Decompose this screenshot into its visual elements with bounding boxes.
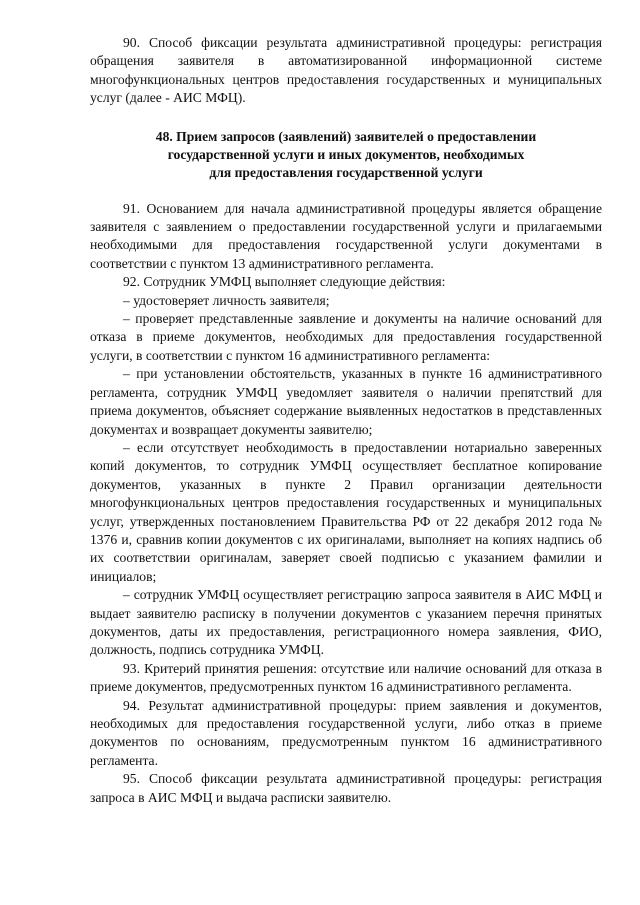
list-item-notify-obstacles: – при установлении обстоятельств, указанных в пункте 16 административного регламента, сотрудник УМФЦ уведомляет заявителя о наличии препятствий для приема документов, объясняет содержание выявленных недостатков в представленных документах и возвращает документы заявителю; [90, 366, 602, 437]
paragraph-91: 91. Основанием для начала административной процедуры является обращение заявителя с заявлением о предоставлении государственной услуги и прилагаемыми необходимыми для предоставления государственной услуги документами в соответствии с пунктом 13 административного регламента. [90, 200, 602, 271]
paragraph-94: 94. Результат административной процедуры: прием заявления и документов, необходимых для предоставления государственной услуги, либо отказ в приеме документов по основаниям, предусмотренным пунктом 16 административного регламента. [90, 697, 602, 768]
heading-line-1: 48. Прием запросов (заявлений) заявителей о предоставлении [155, 128, 537, 144]
list-item-register-request: – сотрудник УМФЦ осуществляет регистрацию запроса заявителя в АИС МФЦ и выдает заявителю расписку в получении документов с указанием перечня принятых документов, даты их предоставления, регистрационного номера заявления, ФИО, должность, подпись сотрудника УМФЦ. [90, 587, 602, 658]
section-heading-48 [90, 128, 602, 182]
paragraph-92: 92. Сотрудник УМФЦ выполняет следующие действия: [123, 274, 446, 290]
paragraph-95: 95. Способ фиксации результата административной процедуры: регистрация запроса в АИС МФЦ и выдача расписки заявителю. [90, 771, 602, 805]
list-item-copy-documents: – если отсутствует необходимость в предоставлении нотариально заверенных копий документов, то сотрудник УМФЦ осуществляет бесплатное копирование документов, указанных в пункте 2 Правил организации деятельности многофункциональных центров предоставления государственных и муниципальных услуг, утвержденных постановлением Правительства РФ от 22 декабря 2012 года № 1376 и, сравнив копии документов с их оригиналами, выполняет на копиях надпись об их соответствии оригиналам, заверяет своей подписью с указанием фамилии и инициалов; [90, 439, 602, 584]
heading-line-3: для предоставления государственной услуги [209, 164, 483, 180]
list-item-verify-identity: – удостоверяет личность заявителя; [123, 292, 330, 308]
paragraph-90: 90. Способ фиксации результата административной процедуры: регистрация обращения заявителя в автоматизированной информационной системе многофункциональных центров предоставления государственных и муниципальных услуг (далее - АИС МФЦ). [90, 35, 602, 106]
list-item-check-documents: – проверяет представленные заявление и документы на наличие оснований для отказа в приеме документов, необходимых для предоставления государственной услуги, в соответствии с пунктом 16 административного регламента: [90, 311, 602, 363]
paragraph-93: 93. Критерий принятия решения: отсутствие или наличие оснований для отказа в приеме документов, предусмотренных пунктом 16 административного регламента. [90, 660, 602, 695]
heading-line-2: государственной услуги и иных документов, необходимых [167, 146, 525, 162]
document-page [90, 34, 602, 807]
